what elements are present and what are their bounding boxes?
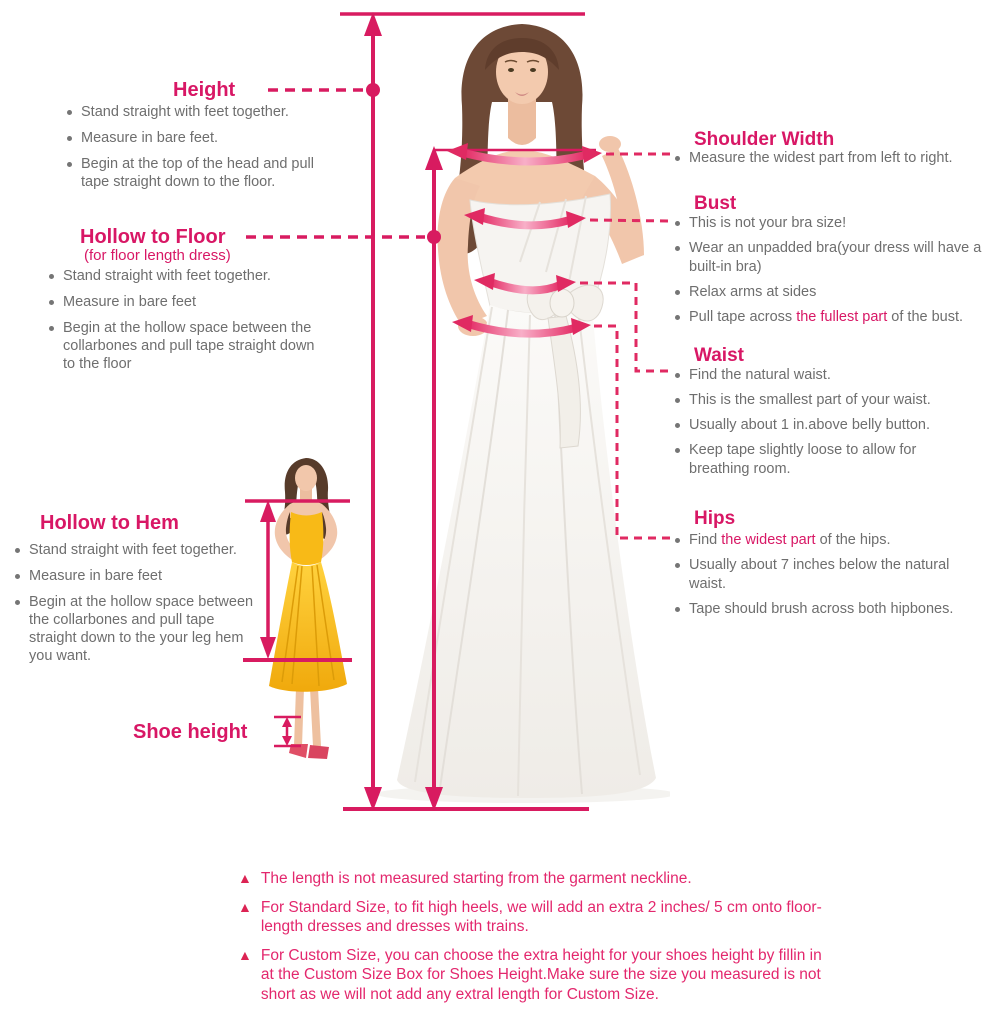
highlighted-phrase: the widest part bbox=[721, 532, 816, 548]
bullet-item: Stand straight with feet together. bbox=[64, 103, 332, 121]
bullet-item: Measure in bare feet bbox=[12, 567, 264, 585]
bullet-item: Relax arms at sides bbox=[672, 283, 998, 302]
bullet-item: Usually about 7 inches below the natural waist. bbox=[672, 556, 984, 594]
bullet-item: Keep tape slightly loose to allow for breathing room. bbox=[672, 441, 972, 479]
warning-triangle-icon: ▲ bbox=[238, 946, 252, 963]
bullet-item: This is not your bra size! bbox=[672, 214, 998, 233]
hollow-to-floor-bullets bbox=[46, 267, 318, 381]
height-title: Height bbox=[173, 79, 236, 101]
height-bullets bbox=[64, 103, 332, 199]
note-text: The length is not measured starting from the garment neckline. bbox=[260, 870, 692, 887]
bullet-text: Pull tape across bbox=[689, 309, 797, 325]
model-white-gown bbox=[397, 194, 656, 798]
bullet-item: Usually about 1 in.above belly button. bbox=[672, 416, 972, 435]
shoulder-width-title: Shoulder Width bbox=[694, 129, 835, 150]
bullet-item: Begin at the hollow space between the collarbones and pull tape straight down to the floor bbox=[46, 319, 318, 373]
shoulder-width-bullets bbox=[672, 149, 998, 174]
bullet-text: of the hips. bbox=[815, 532, 891, 548]
size-notes bbox=[238, 869, 838, 1013]
bust-bullets bbox=[672, 214, 998, 333]
hips-title: Hips bbox=[694, 508, 736, 529]
note-item bbox=[238, 946, 838, 1005]
bullet-item bbox=[672, 308, 998, 327]
bullet-item: Begin at the top of the head and pull tape straight down to the floor. bbox=[64, 155, 332, 191]
note-item bbox=[238, 869, 838, 889]
bullet-item: Begin at the hollow space between the collarbones and pull tape straight down to the your leg hem you want. bbox=[12, 593, 264, 665]
shoe-height-title: Shoe height bbox=[133, 721, 248, 743]
waist-bullets bbox=[672, 366, 972, 485]
bullet-text: Find bbox=[689, 532, 722, 548]
bullet-item: Tape should brush across both hipbones. bbox=[672, 600, 984, 619]
bullet-item: Measure the widest part from left to right. bbox=[672, 149, 998, 168]
petite-shoes bbox=[289, 744, 329, 759]
bullet-item: Find the natural waist. bbox=[672, 366, 972, 385]
petite-model-illustration bbox=[250, 440, 370, 770]
hips-bullets bbox=[672, 531, 984, 625]
hollow-to-floor-subtitle: (for floor length dress) bbox=[84, 247, 231, 264]
note-text: For Standard Size, to fit high heels, we will add an extra 2 inches/ 5 cm onto floor-length dresses and dresses with trains. bbox=[260, 898, 822, 935]
note-text: For Custom Size, you can choose the extra height for your shoes height by fillin in at the Custom Size Box for Shoes Height.Make sure the size you measured is not short as we will not add any extral length for Custom Size. bbox=[260, 946, 822, 1003]
warning-triangle-icon: ▲ bbox=[238, 898, 252, 915]
bullet-item: Stand straight with feet together. bbox=[12, 541, 264, 559]
main-model-illustration bbox=[340, 10, 670, 810]
hollow-to-floor-title: Hollow to Floor bbox=[80, 226, 226, 248]
hollow-to-hem-title: Hollow to Hem bbox=[40, 512, 179, 534]
bullet-item: Stand straight with feet together. bbox=[46, 267, 318, 285]
bullet-item bbox=[672, 531, 984, 550]
warning-triangle-icon: ▲ bbox=[238, 870, 252, 886]
bullet-item: Measure in bare feet bbox=[46, 293, 318, 311]
bullet-text: of the bust. bbox=[887, 309, 964, 325]
bust-title: Bust bbox=[694, 193, 737, 214]
hollow-to-hem-bullets bbox=[12, 541, 264, 673]
bullet-item: Wear an unpadded bra(your dress will have a built-in bra) bbox=[672, 239, 998, 277]
bullet-item: This is the smallest part of your waist. bbox=[672, 391, 972, 410]
bullet-item: Measure in bare feet. bbox=[64, 129, 332, 147]
note-item bbox=[238, 898, 838, 937]
highlighted-phrase: the fullest part bbox=[796, 309, 888, 325]
waist-title: Waist bbox=[694, 345, 744, 366]
